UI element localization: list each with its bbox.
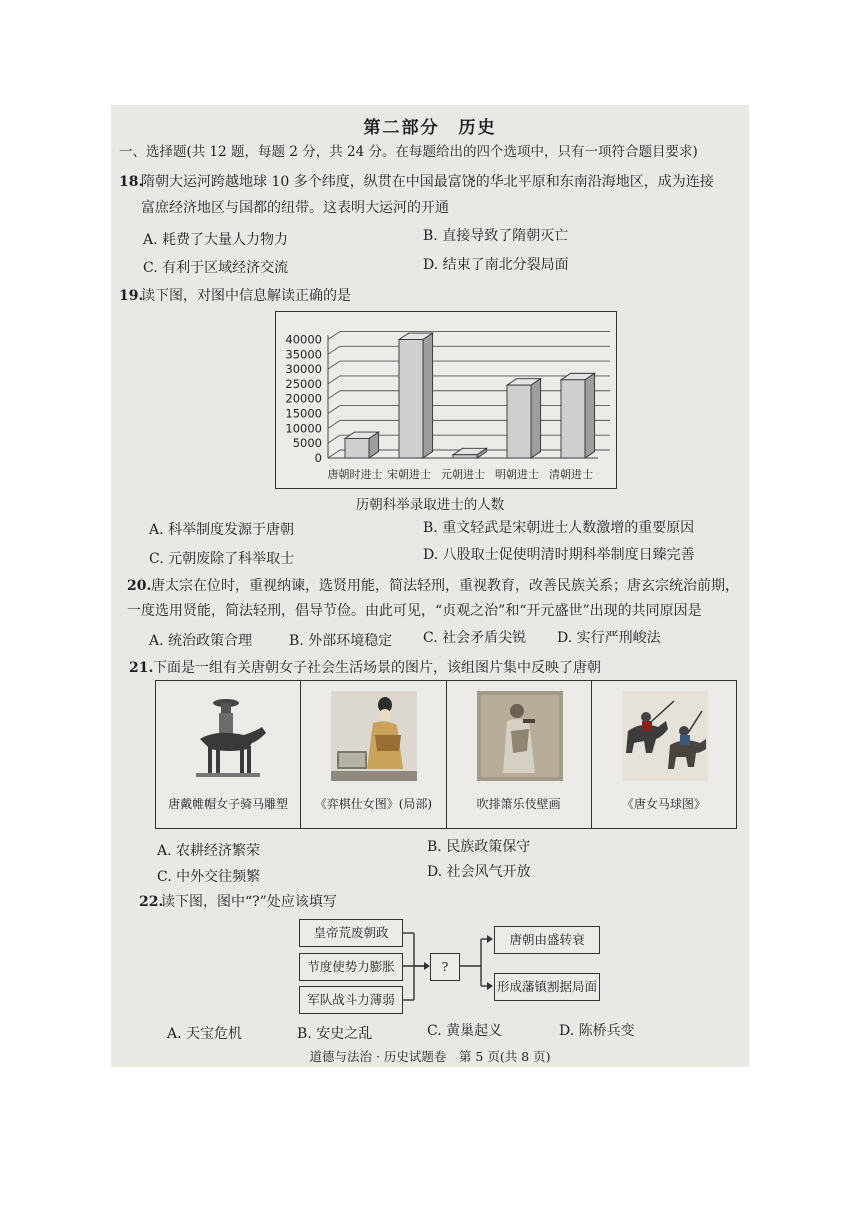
y-tick-label: 35000 [285,347,322,362]
q18-stem-line2: 富庶经济地区与国都的纽带。这表明大运河的开通 [141,200,449,216]
y-tick-label: 10000 [285,421,322,436]
cause-box-1: 皇帝荒废朝政 [299,919,403,947]
q20-stem-line2: 一度选用贤能，简法轻刑，倡导节俭。由此可见，“贞观之治”和“开元盛世”出现的共同原因是 [127,603,702,619]
picture-caption-3: 吹排箫乐伎壁画 [476,797,561,811]
x-tick-label: 宋朝进士 [387,468,431,481]
cause-box-3: 军队战斗力薄弱 [299,986,403,1014]
q21-option-b[interactable]: B. 民族政策保守 [427,839,531,855]
chart-caption: 历朝科举录取进士的人数 [355,497,505,513]
y-tick-label: 15000 [285,406,322,421]
result-box-2: 形成藩镇割据局面 [494,973,600,1001]
picture-caption-4: 《唐女马球图》 [621,797,706,811]
picture-caption-2: 《弈棋仕女图》(局部) [314,797,433,811]
q19-option-c[interactable]: C. 元朝废除了科举取士 [149,551,295,567]
y-tick-label: 0 [314,451,322,465]
q21-option-d[interactable]: D. 社会风气开放 [427,864,531,880]
q19-stem: 读下图，对图中信息解读正确的是 [141,288,351,304]
x-tick-label: 元朝进士 [441,468,485,481]
x-tick-label: 明朝进士 [495,468,539,481]
x-tick-label: 清朝进士 [549,468,593,481]
unknown-event-box: ? [430,953,460,981]
q20-option-a[interactable]: A. 统治政策合理 [149,633,253,649]
q18-option-a[interactable]: A. 耗费了大量人力物力 [143,232,289,248]
picture-caption-1: 唐戴帷帽女子骑马雕塑 [168,797,289,811]
q19-number: 19. [119,288,144,304]
cause-box-2: 节度使势力膨胀 [299,953,403,981]
result-box-1: 唐朝由盛转衰 [494,926,600,954]
q21-number: 21. [129,660,154,676]
q19-option-b[interactable]: B. 重文轻武是宋朝进士人数激增的重要原因 [423,520,695,536]
q22-number: 22. [139,894,164,910]
q21-stem: 下面是一组有关唐朝女子社会生活场景的图片，该组图片集中反映了唐朝 [153,660,601,676]
q20-stem-line1: 唐太宗在位时，重视纳谏，选贤用能，简法轻刑，重视教育，改善民族关系；唐玄宗统治前期， [151,578,739,594]
section-heading: 一、选择题(共 12 题，每题 2 分，共 24 分。在每题给出的四个选项中，只有一项符合题目要求) [119,144,698,160]
q18-stem-line1: 隋朝大运河跨越地球 10 多个纬度，纵贯在中国最富饶的华北平原和东南沿海地区，成为连接 [141,174,714,190]
q21-option-c[interactable]: C. 中外交往频繁 [157,869,261,885]
q21-option-a[interactable]: A. 农耕经济繁荣 [157,843,261,859]
q18-number: 18. [119,174,144,190]
q18-option-b[interactable]: B. 直接导致了隋朝灭亡 [423,228,569,244]
q20-option-b[interactable]: B. 外部环境稳定 [289,633,393,649]
q19-option-a[interactable]: A. 科举制度发源于唐朝 [149,522,295,538]
y-tick-label: 30000 [285,362,322,377]
q20-option-d[interactable]: D. 实行严刑峻法 [557,630,661,646]
flow-connectors [111,105,749,1067]
q22-option-c[interactable]: C. 黄巢起义 [427,1023,503,1039]
page-footer: 道德与法治 · 历史试题卷 第 5 页(共 8 页) [309,1049,551,1064]
page-title: 第二部分 历史 [363,118,497,138]
q20-option-c[interactable]: C. 社会矛盾尖锐 [423,630,527,646]
q18-option-d[interactable]: D. 结束了南北分裂局面 [423,257,569,273]
y-tick-label: 25000 [285,376,322,391]
q20-number: 20. [127,578,152,594]
q22-option-a[interactable]: A. 天宝危机 [167,1026,243,1042]
y-tick-label: 20000 [285,391,322,406]
y-tick-label: 40000 [285,332,322,347]
q22-stem: 读下图，图中“?”处应该填写 [161,894,337,910]
exam-page [111,105,749,1067]
x-tick-label: 唐朝时进士 [327,468,383,481]
q22-option-b[interactable]: B. 安史之乱 [297,1026,373,1042]
q18-option-c[interactable]: C. 有利于区域经济交流 [143,260,289,276]
q22-option-d[interactable]: D. 陈桥兵变 [559,1023,635,1039]
y-tick-label: 5000 [292,436,322,451]
q19-option-d[interactable]: D. 八股取士促使明清时期科举制度日臻完善 [423,547,695,563]
